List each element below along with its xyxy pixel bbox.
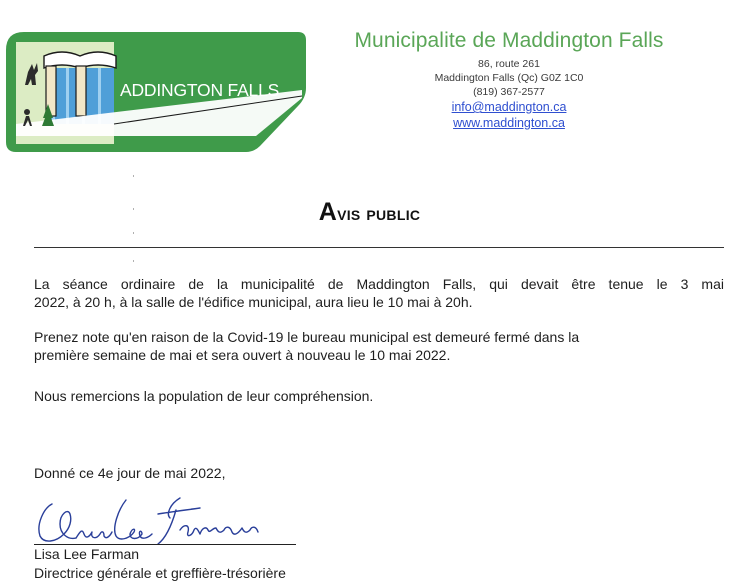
paragraph-office bbox=[34, 328, 724, 364]
signatory-role: Directrice générale et greffière-trésorière bbox=[34, 565, 286, 581]
address-city: Maddington Falls (Qc) G0Z 1C0 bbox=[434, 72, 584, 84]
website-link[interactable]: www.maddington.ca bbox=[453, 116, 565, 130]
title-rest: vis public bbox=[337, 203, 421, 225]
given-on-date: Donné ce 4e jour de mai 2022, bbox=[34, 465, 226, 481]
address-street: 86, route 261 bbox=[478, 58, 540, 70]
phone-number: (819) 367-2577 bbox=[473, 86, 545, 98]
paragraph-meeting-line1: La séance ordinaire de la municipalité de Maddington Falls, qui devait être tenue le 3 mai bbox=[34, 276, 724, 292]
paragraph-office-line2: première semaine de mai et sera ouvert à nouveau le 10 mai 2022. bbox=[34, 347, 451, 363]
notice-title bbox=[0, 198, 739, 227]
organization-name: Municipalite de Maddington Falls bbox=[354, 29, 664, 52]
scan-speck bbox=[133, 232, 134, 234]
email-link[interactable]: info@maddington.ca bbox=[451, 100, 567, 114]
signatory-name: Lisa Lee Farman bbox=[34, 546, 140, 562]
logo-wordmark: ADDINGTON FALLS bbox=[120, 80, 280, 100]
paragraph-meeting-line2: 2022, à 20 h, à la salle de l'édifice municipal, aura lieu le 10 mai à 20h. bbox=[34, 294, 473, 310]
paragraph-office-line1: Prenez note qu'en raison de la Covid-19 le bureau municipal est demeuré fermé dans la bbox=[34, 329, 580, 345]
scan-speck bbox=[133, 260, 134, 262]
title-initial: A bbox=[318, 198, 338, 226]
paragraph-thanks: Nous remercions la population de leur compréhension. bbox=[34, 388, 374, 404]
title-divider bbox=[34, 247, 724, 248]
handwritten-signature bbox=[30, 494, 300, 550]
paragraph-meeting bbox=[34, 275, 724, 311]
municipality-logo bbox=[2, 28, 307, 154]
letterhead bbox=[318, 28, 700, 131]
scan-speck bbox=[133, 175, 134, 177]
